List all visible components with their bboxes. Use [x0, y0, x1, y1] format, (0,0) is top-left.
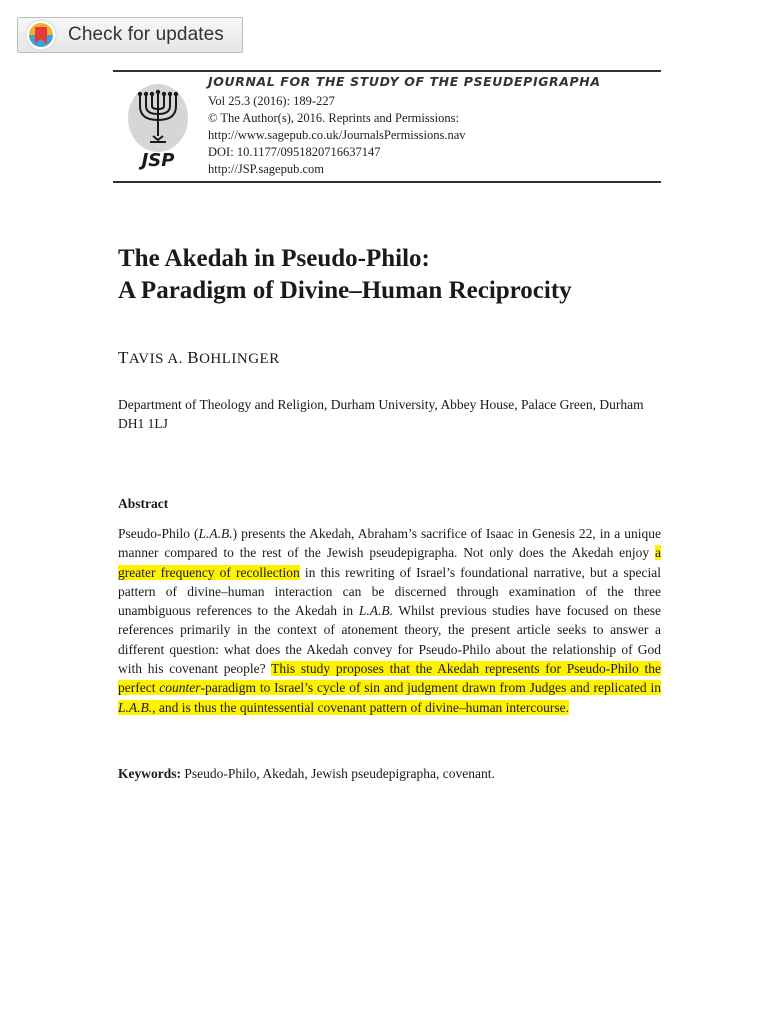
- abstract-italic-lab: L.A.B.: [358, 603, 393, 619]
- keywords-label: Keywords:: [118, 766, 181, 781]
- abstract-text: Pseudo-Philo (: [118, 526, 199, 541]
- abstract-italic-lab: L.A.B.: [198, 526, 233, 541]
- highlight-2-italic: counter: [159, 680, 201, 696]
- abstract-body: [118, 524, 661, 717]
- author-first-rest: AVIS A.: [128, 351, 188, 367]
- keywords-text: Pseudo-Philo, Akedah, Jewish pseudepigrapha, covenant.: [181, 766, 495, 781]
- highlight-2: -paradigm to Israel’s cycle of sin and judgment drawn from Judges and replicated in: [200, 680, 661, 696]
- header-bottom-rule: [113, 181, 661, 183]
- journal-meta: [208, 93, 466, 178]
- crossmark-icon: [24, 18, 58, 52]
- volume-line: Vol 25.3 (2016): 189-227: [208, 94, 335, 108]
- highlight-2-italic: L.A.B.: [118, 699, 153, 715]
- abstract-text: in this rewriting of Israel’s foundational narrative, but a special pattern of divine–human interaction can be discerned through examination of the three unambiguous references to the Akedah in: [118, 564, 661, 619]
- check-for-updates-label: Check for updates: [68, 24, 224, 45]
- title-line-2: A Paradigm of Divine–Human Reciprocity: [118, 277, 572, 304]
- author-name: [118, 348, 280, 368]
- logo-text: JSP: [141, 150, 175, 171]
- abstract-text: ) presents the Akedah, Abraham’s sacrifice of Isaac in Genesis 22, in a unique manner compared to the rest of the Jewish pseudepigrapha. Not only does the Akedah enjoy: [118, 526, 661, 561]
- journal-name: JOURNAL FOR THE STUDY OF THE PSEUDEPIGRAPHA: [208, 74, 601, 89]
- author-affiliation: Department of Theology and Religion, Durham University, Abbey House, Palace Green, Durham DH1 1LJ: [118, 397, 644, 431]
- permissions-link[interactable]: http://www.sagepub.co.uk/JournalsPermissions.nav: [208, 128, 466, 142]
- article-title: [118, 243, 678, 307]
- title-line-1: The Akedah in Pseudo-Philo:: [118, 245, 430, 272]
- author-first-initial: T: [118, 348, 129, 367]
- doi-line[interactable]: DOI: 10.1177/0951820716637147: [208, 145, 381, 159]
- abstract-heading: Abstract: [118, 496, 169, 511]
- abstract-text: Whilst previous studies have focused on these references primarily in the context of atonement theory, the present article seeks to answer a different question: what does the Akedah convey for Pseudo-Philo about the relationship of God with his covenant people?: [118, 603, 661, 677]
- header-top-rule: [113, 70, 661, 72]
- author-last-rest: OHLINGER: [199, 351, 280, 367]
- author-last-initial: B: [187, 348, 200, 367]
- highlight-2: , and is thus the quintessential covenant pattern of divine–human intercourse.: [152, 699, 570, 715]
- keywords: [118, 764, 663, 783]
- journal-site-link[interactable]: http://JSP.sagepub.com: [208, 162, 324, 176]
- highlight-2: This study proposes that the Akedah represents for Pseudo-Philo the perfect: [118, 661, 661, 696]
- check-for-updates-button[interactable]: [17, 17, 243, 53]
- copyright-line: © The Author(s), 2016. Reprints and Permissions:: [208, 111, 459, 125]
- highlight-1: a greater frequency of recollection: [118, 545, 661, 580]
- jsp-logo: [118, 80, 198, 172]
